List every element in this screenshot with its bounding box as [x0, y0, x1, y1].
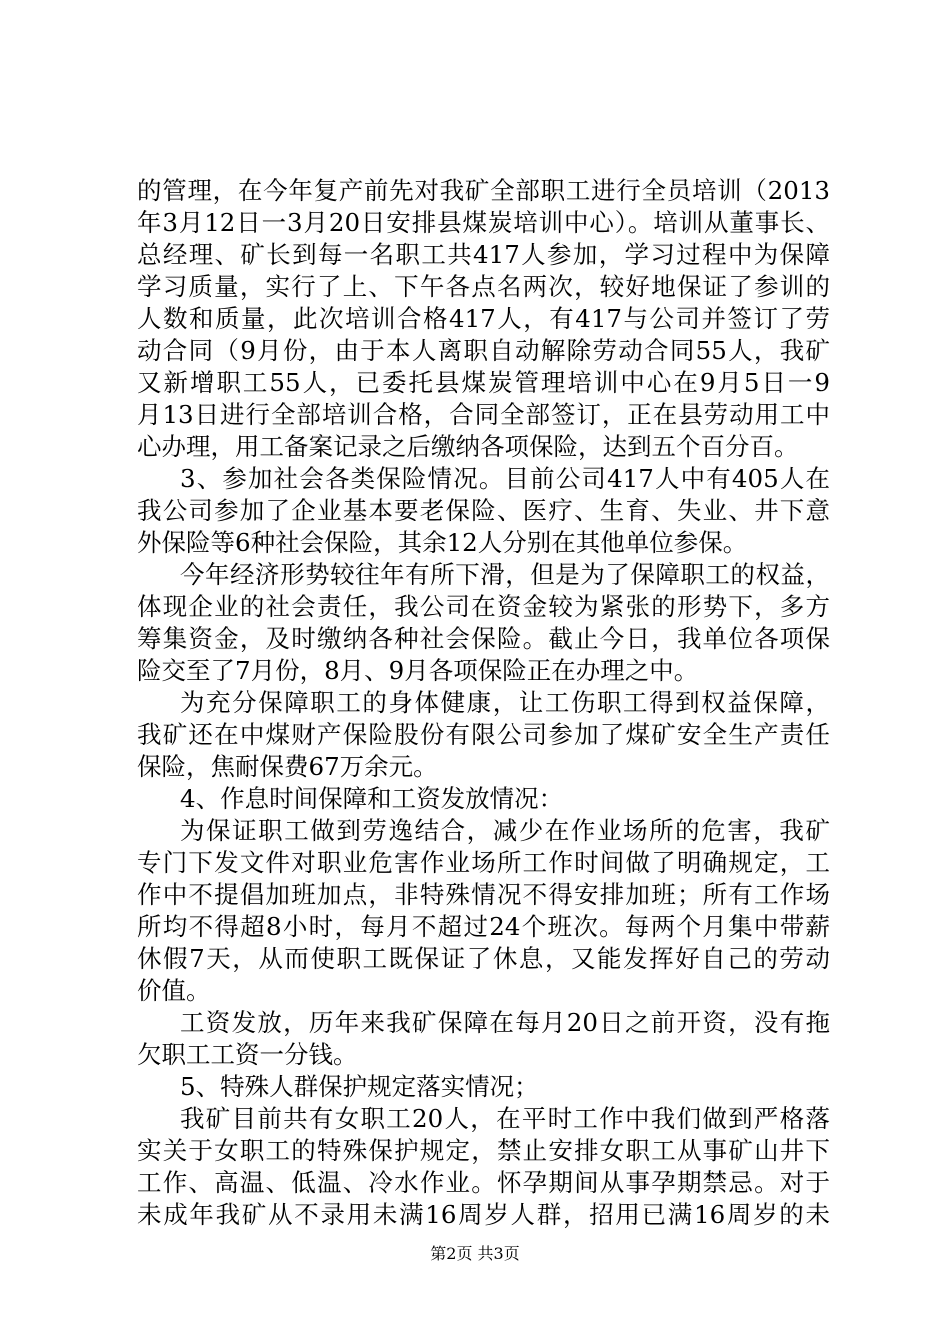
section-heading: 4、作息时间保障和工资发放情况：: [180, 784, 564, 813]
text-line: 为充分保障职工的身体健康，让工伤职工得到权益保障，: [180, 688, 830, 717]
text-line: 动合同（9月份，由于本人离职自动解除劳动合同55人，我矿: [137, 336, 830, 365]
text-line: 价值。: [137, 976, 211, 1005]
text-line: 我矿目前共有女职工20人，在平时工作中我们做到严格落: [180, 1104, 830, 1133]
text-line: 又新增职工55人，已委托县煤炭管理培训中心在9月5日一9: [137, 368, 830, 397]
text-line: 保险，焦耐保费67万余元。: [137, 752, 438, 781]
text-line: 休假7天，从而使职工既保证了休息，又能发挥好自己的劳动: [137, 944, 830, 973]
text-line: 心办理，用工备案记录之后缴纳各项保险，达到五个百分百。: [137, 432, 799, 461]
text-line: 月13日进行全部培训合格，合同全部签订，正在县劳动用工中: [137, 400, 830, 429]
text-line: 工资发放，历年来我矿保障在每月20日之前开资，没有拖: [180, 1008, 830, 1037]
text-line: 我公司参加了企业基本要老保险、医疗、生育、失业、井下意: [137, 496, 830, 525]
text-line: 总经理、矿长到每一名职工共417人参加，学习过程中为保障: [137, 240, 830, 269]
text-line: 体现企业的社会责任，我公司在资金较为紧张的形势下，多方: [137, 592, 830, 621]
text-line: 作中不提倡加班加点，非特殊情况不得安排加班；所有工作场: [137, 880, 830, 909]
text-line: 为保证职工做到劳逸结合，减少在作业场所的危害，我矿: [180, 816, 830, 845]
text-line: 筹集资金，及时缴纳各种社会保险。截止今日，我单位各项保: [137, 624, 830, 653]
text-line: 年3月12日一3月20日安排县煤炭培训中心）。培训从董事长、: [137, 208, 830, 237]
text-line: 欠职工工资一分钱。: [137, 1040, 358, 1069]
text-line: 3、参加社会各类保险情况。目前公司417人中有405人在: [180, 464, 830, 493]
text-line: 人数和质量，此次培训合格417人，有417与公司并签订了劳: [137, 304, 830, 333]
text-line: 外保险等6种社会保险，其余12人分别在其他单位参保。: [137, 528, 748, 557]
text-line: 学习质量，实行了上、下午各点名两次，较好地保证了参训的: [137, 272, 830, 301]
text-line: 实关于女职工的特殊保护规定，禁止安排女职工从事矿山井下: [137, 1136, 830, 1165]
text-line: 所均不得超8小时，每月不超过24个班次。每两个月集中带薪: [137, 912, 830, 941]
page-footer: [0, 1244, 950, 1264]
page-number: 第2页 共3页: [430, 1244, 520, 1263]
text-line: 的管理，在今年复产前先对我矿全部职工进行全员培训（2013: [137, 176, 830, 205]
text-line: 工作、高温、低温、冷水作业。怀孕期间从事孕期禁忌。对于: [137, 1168, 830, 1197]
text-line: 险交至了7月份，8月、9月各项保险正在办理之中。: [137, 656, 699, 685]
text-line: 未成年我矿从不录用未满16周岁人群，招用已满16周岁的未: [137, 1200, 830, 1229]
text-line: 专门下发文件对职业危害作业场所工作时间做了明确规定，工: [137, 848, 830, 877]
section-heading: 5、特殊人群保护规定落实情况；: [180, 1072, 539, 1101]
text-line: 我矿还在中煤财产保险股份有限公司参加了煤矿安全生产责任: [137, 720, 830, 749]
text-line: 今年经济形势较往年有所下滑，但是为了保障职工的权益，: [180, 560, 830, 589]
